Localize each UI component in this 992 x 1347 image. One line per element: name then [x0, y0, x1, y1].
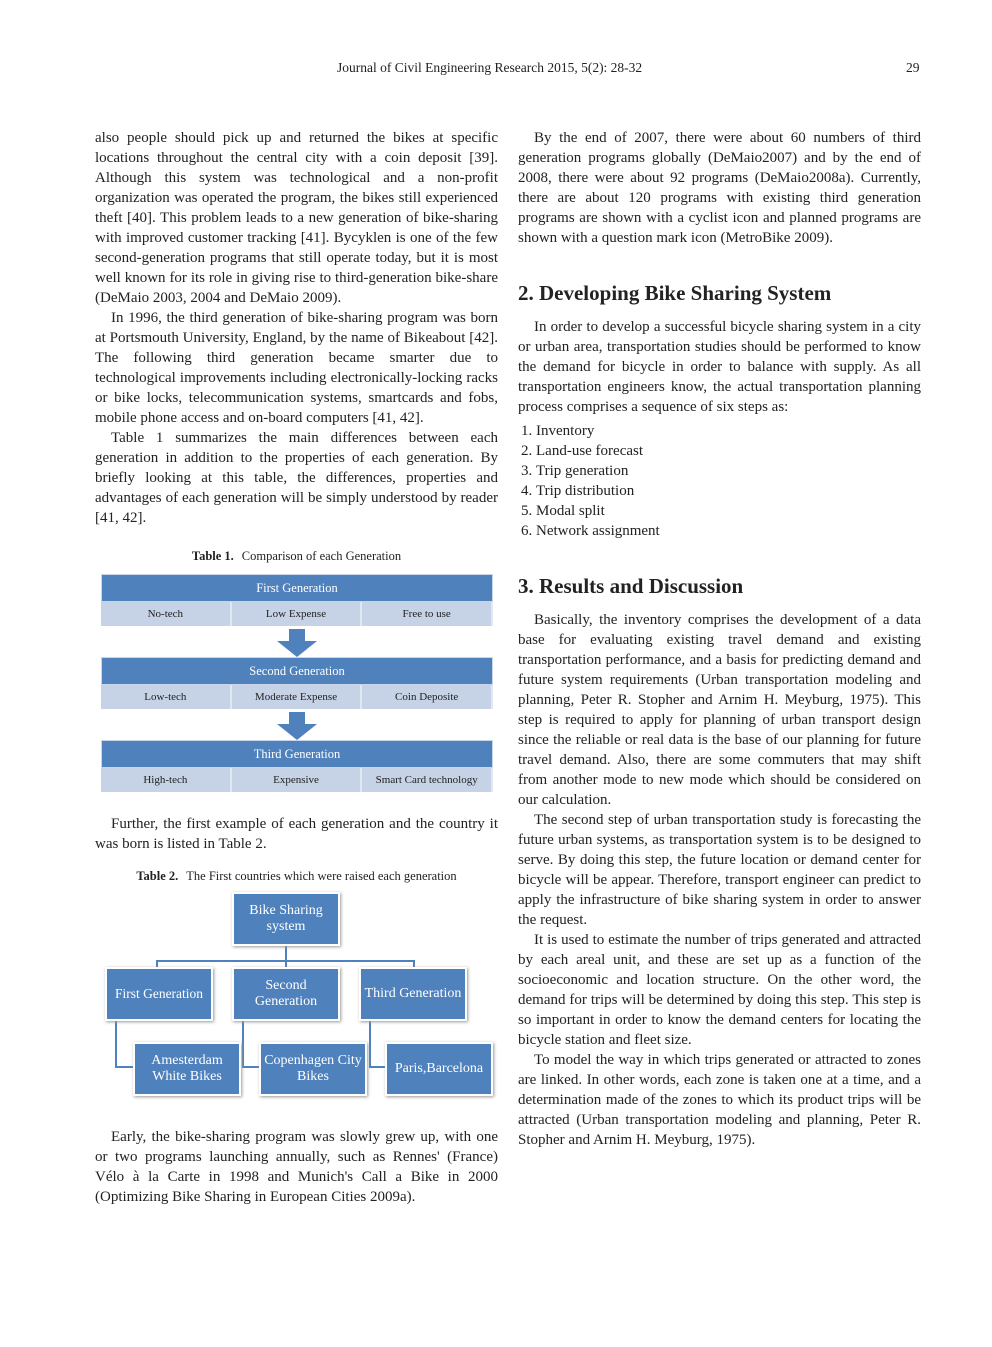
- cell: Low-tech: [101, 685, 232, 709]
- cell: Free to use: [362, 602, 493, 626]
- gen-properties: [101, 685, 493, 709]
- paragraph: Further, the first example of each generation and the country it was born is listed in Table 2.: [95, 816, 498, 852]
- down-arrow-icon: [277, 641, 317, 657]
- gen-node: Second Generation: [232, 967, 340, 1021]
- gen-node: First Generation: [105, 967, 213, 1021]
- cell: No-tech: [101, 602, 232, 626]
- paragraph: To model the way in which trips generated or attracted to zones are linked. In other words, each zone is taken one at a time, and a determination made of the zones to which its product trips will be attracted (Urban transportation modeling and planning, Peter R. Stopher and Arnim H. Meyburg, 1975).: [518, 1052, 921, 1148]
- gen-properties: [101, 602, 493, 626]
- gen-header: Second Generation: [101, 657, 493, 685]
- table2-diagram: [103, 892, 495, 1107]
- journal-citation: Journal of Civil Engineering Research 2015, 5(2): 28-32: [337, 60, 643, 75]
- example-node: Copenhagen City Bikes: [259, 1042, 367, 1096]
- root-node: Bike Sharing system: [232, 892, 340, 946]
- caption-title: The First countries which were raised each generation: [186, 869, 457, 883]
- paragraph: It is used to estimate the number of trips generated and attracted by each areal unit, and these are set up as a function of the socioeconomic and location structure. On the other word, the demand for trips will be determined by doing this step. This step is so important in order to know the demand centers for locating the bicycle station and fleet size.: [518, 932, 921, 1048]
- paragraph: In 1996, the third generation of bike-sharing program was born at Portsmouth University, England, by the name of Bikeabout [42]. The following third generation became smarter due to technological improvements including electronically-locking racks or bike locks, telecommunication systems, smartcards and fobs, mobile phone access and on-board computers [41, 42].: [95, 310, 498, 426]
- list-item: 1. Inventory: [536, 421, 921, 441]
- gen-node: Third Generation: [359, 967, 467, 1021]
- list-item: 4. Trip distribution: [536, 481, 921, 501]
- caption-title: Comparison of each Generation: [241, 549, 402, 563]
- cell: Low Expense: [232, 602, 363, 626]
- caption-label: Table 1.: [191, 549, 234, 563]
- paragraph: Basically, the inventory comprises the development of a data base for evaluating existing travel demand and existing transportation performance, and a basis for predicting demand and future system requirements (Urban transportation modeling and planning, Peter R. Stopher and Arnim H. Meyburg, 1975). This step is required to apply for planning of urban transport design since the reliable or real data is the base of our planning for future travel demand. Also, there are some commuters that may shift from another mode to new mode which should be considered on our calculation.: [518, 612, 921, 808]
- cell: Coin Deposite: [362, 685, 493, 709]
- gen-header: First Generation: [101, 574, 493, 602]
- cell: Smart Card technology: [362, 768, 493, 792]
- list-item: 6. Network assignment: [536, 521, 921, 541]
- cell: High-tech: [101, 768, 232, 792]
- paragraph: The second step of urban transportation study is forecasting the future urban systems, as transportation system is to be designed to serve. By doing this step, the future location or demand center for bicycle will be appear. Therefore, transport engineer can predict to apply the infrastructure of bike sharing system in order to answer the request.: [518, 812, 921, 928]
- page-number: 29: [906, 60, 920, 75]
- section-heading: 2. Developing Bike Sharing System: [518, 281, 832, 305]
- paragraph: In order to develop a successful bicycle sharing system in a city or urban area, transportation studies should be performed to know the demand for bicycle in order to balance with supply. As all transportation engineers know, the actual transportation planning process comprises a sequence of six steps as:: [518, 319, 921, 415]
- list-item: 3. Trip generation: [536, 461, 921, 481]
- section-heading: 3. Results and Discussion: [518, 574, 744, 598]
- example-node: Paris,Barcelona: [385, 1042, 493, 1096]
- paragraph: Table 1 summarizes the main differences between each generation in addition to the properties of each generation. By briefly looking at this table, the differences, properties and advantages of each generation will be simply understood by reader [41, 42].: [95, 430, 498, 526]
- caption-label: Table 2.: [136, 869, 179, 883]
- right-column: [518, 128, 921, 1150]
- paragraph: also people should pick up and returned the bikes at specific locations throughout the central city with a coin deposit [39]. Although this system was technological and a non-profit organization was operated the program, the bikes still experienced theft [40]. This problem leads to a new generation of bike-sharing with improved customer tracking [41]. Bycyklen is one of the few second-generation programs that still operate today, but it is most well known for its role in giving rise to third-generation bike-share (DeMaio 2003, 2004 and DeMaio 2009).: [95, 130, 498, 306]
- table2-caption: [95, 866, 498, 886]
- paragraph: Early, the bike-sharing program was slowly grew up, with one or two programs launching annually, such as Rennes' (France) Vélo à la Carte in 1998 and Munich's Call a Bike in 2000 (Optimizing Bike Sharing in European Cities 2009a).: [95, 1129, 498, 1205]
- list-item: 5. Modal split: [536, 501, 921, 521]
- gen-header: Third Generation: [101, 740, 493, 768]
- table1-caption: [95, 546, 498, 566]
- steps-list: [518, 421, 921, 541]
- down-arrow-icon: [277, 724, 317, 740]
- cell: Moderate Expense: [232, 685, 363, 709]
- left-column: [95, 128, 498, 1207]
- list-item: 2. Land-use forecast: [536, 441, 921, 461]
- paragraph: By the end of 2007, there were about 60 numbers of third generation programs globally (DeMaio2007) and by the end of 2008, there were about 92 programs (DeMaio2008a). Currently, there are about 120 programs with existing third generation programs are shown with a cyclist icon and planned programs are shown with a question mark icon (MetroBike 2009).: [518, 130, 921, 246]
- example-node: Amesterdam White Bikes: [133, 1042, 241, 1096]
- gen-properties: [101, 768, 493, 792]
- table1-diagram: [101, 574, 493, 792]
- cell: Expensive: [232, 768, 363, 792]
